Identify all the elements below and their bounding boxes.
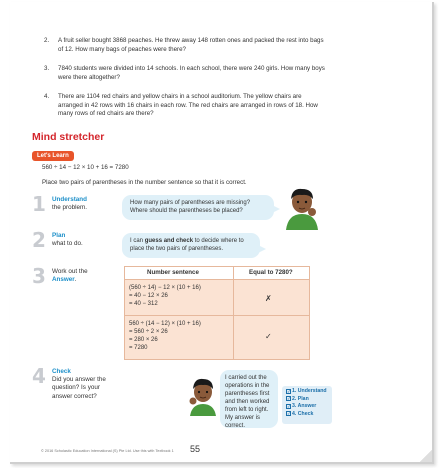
step-label-plan — [52, 232, 112, 248]
speech-bubble-check — [220, 370, 278, 428]
checkbox-icon: ✓ — [287, 403, 291, 409]
problem-text: There are 1104 red chairs and yellow chairs in a school auditorium. The yellow chairs are arranged in 42 rows with 16 chairs in each row. The red chairs are arranged in rows of 18. How many rows of red chairs are there? — [58, 93, 318, 118]
sentence-line: 560 ÷ (14 − 12) × (10 + 16) — [129, 321, 201, 327]
copyright-text: © 2016 Scholastic Education International (S) Pte Ltd. Use this with Textbook 1 — [41, 449, 174, 453]
step-number-4: 4 — [32, 364, 46, 388]
problem-text: A fruit seller bought 3868 peaches. He threw away 148 rotten ones and packed the rest into bags of 12. How many bags of peaches were there? — [58, 37, 324, 53]
sentence-line: = 40 − 312 — [129, 301, 158, 307]
step-number-3: 3 — [32, 264, 46, 288]
problem-2 — [44, 37, 324, 57]
checkbox-icon: ✓ — [287, 411, 291, 417]
column-divider — [233, 267, 234, 279]
table-row — [124, 280, 310, 316]
speech-bubble-plan — [122, 233, 260, 258]
sentence-line: = 40 − 12 × 26 — [129, 293, 168, 299]
step-label-answer — [52, 268, 114, 284]
step-label-check — [52, 368, 110, 401]
instruction: Place two pairs of parentheses in the number sentence so that it is correct. — [42, 179, 247, 186]
check-mark: ✓ — [265, 332, 272, 341]
boy-avatar-thinking — [282, 184, 322, 230]
bubble-text-pre: I can — [130, 238, 145, 244]
checkbox-icon: ✓ — [287, 396, 291, 402]
number-sentence-cell — [129, 320, 201, 352]
checklist-item-check: ✓4. Check — [287, 410, 314, 417]
bubble-text-bold: guess and check — [144, 238, 194, 244]
problem-number: 3. — [44, 65, 50, 72]
bubble-text: I carried out the operations in the parentheses first and then worked from left to right. My answer is correct. — [225, 375, 270, 429]
table-row — [124, 316, 310, 360]
problem-text: 7840 students were divided into 14 schools. In each school, there were 240 girls. How many boys were there altogether? — [58, 65, 325, 81]
speech-bubble-understand — [122, 195, 274, 220]
column-divider — [233, 316, 234, 360]
step-text: Did you answer the question? Is your answer correct? — [52, 376, 106, 400]
checklist-item-understand: ✓1. Understand — [287, 388, 327, 394]
step-keyword: Plan — [52, 232, 66, 239]
step-text-post: . — [74, 276, 77, 284]
page-curl — [420, 450, 432, 462]
checklist-item-plan: ✓2. Plan — [287, 395, 309, 402]
bubble-text-post: to decide where to place the two pairs of parentheses. — [130, 238, 244, 252]
steps-checklist — [282, 386, 332, 424]
step-number-1: 1 — [32, 192, 46, 216]
bubble-tail — [272, 205, 280, 213]
number-sentence-cell — [129, 284, 201, 308]
page-number: 55 — [190, 444, 201, 454]
step-text: Work out the — [52, 268, 88, 275]
sentence-line: = 280 × 26 — [129, 337, 158, 343]
bubble-tail — [258, 245, 266, 253]
equation: 560 ÷ 14 − 12 × 10 + 16 = 7280 — [42, 164, 129, 171]
step-keyword: Understand — [52, 196, 87, 203]
sentence-line: (560 ÷ 14) − 12 × (10 + 16) — [129, 285, 201, 291]
step-keyword: Check — [52, 368, 71, 375]
step-text: what to do. — [52, 240, 83, 248]
sentence-line: = 560 ÷ 2 × 26 — [129, 329, 168, 335]
step-text: the problem. — [52, 204, 88, 212]
cross-mark: ✗ — [265, 294, 272, 303]
textbook-page — [10, 2, 434, 464]
column-header-equal-to: Equal to 7280? — [249, 269, 293, 276]
step-number-2: 2 — [32, 228, 46, 252]
boy-avatar-thinking — [188, 374, 218, 416]
step-label-understand — [52, 196, 112, 212]
column-header-number-sentence: Number sentence — [147, 269, 199, 276]
section-title: Mind stretcher — [32, 131, 105, 143]
step-keyword: Answer — [52, 276, 75, 284]
problem-number: 4. — [44, 93, 50, 100]
checklist-item-answer: ✓3. Answer — [287, 403, 317, 410]
column-divider — [233, 280, 234, 316]
lets-learn-badge: Let's Learn — [32, 151, 74, 161]
bubble-text: How many pairs of parentheses are missing? Where should the parentheses be placed? — [130, 200, 251, 214]
checkbox-icon: ✓ — [287, 388, 291, 394]
problem-3 — [44, 65, 324, 85]
problem-4 — [44, 93, 324, 121]
problem-number: 2. — [44, 37, 50, 44]
sentence-line: = 7280 — [129, 345, 148, 351]
table-header — [124, 266, 310, 280]
